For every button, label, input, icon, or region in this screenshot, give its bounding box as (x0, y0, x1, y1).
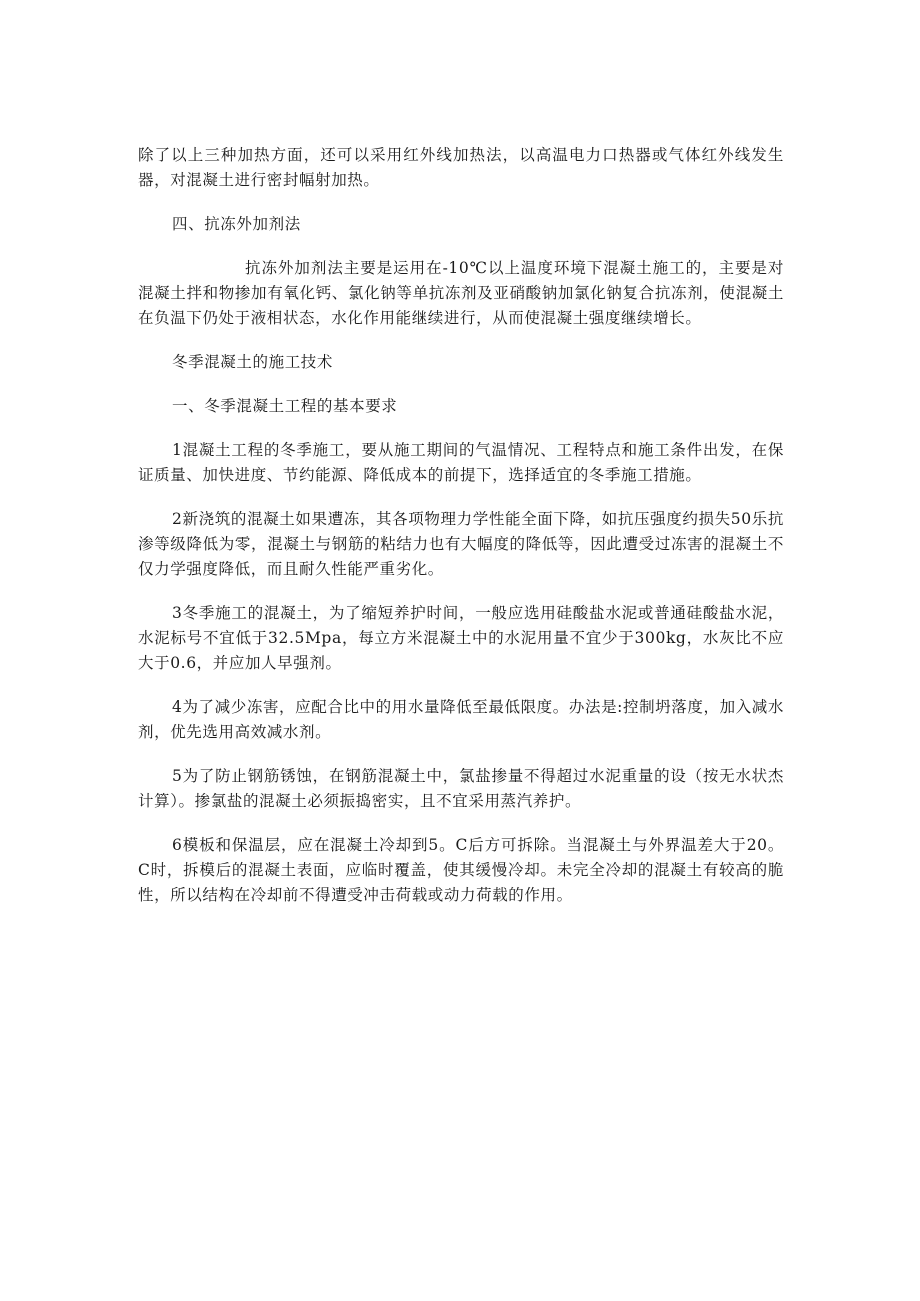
requirement-item-3: 3冬季施工的混凝土，为了缩短养护时间，一般应选用硅酸盐水泥或普通硅酸盐水泥，水泥标号不宜低于32.5Mpa，每立方米混凝土中的水泥用量不宜少于300kg，水灰比不应大于0.6，并应加人早强剂。 (138, 604, 784, 672)
requirement-item-2: 2新浇筑的混凝土如果遭冻，其各项物理力学性能全面下降，如抗压强度约损失50乐抗渗等级降低为零，混凝土与钢筋的粘结力也有大幅度的降低等，因此遭受过冻害的混凝土不仅力学强度降低，而且耐久性能严重劣化。 (138, 510, 784, 578)
heading-antifreeze: 四、抗冻外加剂法 (172, 215, 301, 233)
requirement-item-6: 6模板和保温层，应在混凝土冷却到5。C后方可拆除。当混凝土与外界温差大于20。C时，拆模后的混凝土表面，应临时覆盖，使其缓慢冷却。未完全冷却的混凝土有较高的脆性，所以结构在冷却前不得遭受冲击荷载或动力荷载的作用。 (138, 836, 784, 904)
heading-basic-requirements: 一、冬季混凝土工程的基本要求 (172, 397, 398, 415)
requirement-item-1: 1混凝土工程的冬季施工，要从施工期间的气温情况、工程特点和施工条件出发，在保证质量、加快进度、节约能源、降低成本的前提下，选择适宜的冬季施工措施。 (138, 441, 784, 484)
intro-paragraph: 除了以上三种加热方面，还可以采用红外线加热法，以高温电力口热器或气体红外线发生器，对混凝土进行密封幅射加热。 (138, 146, 784, 189)
requirement-item-5: 5为了防止钢筋锈蚀，在钢筋混凝土中，氯盐掺量不得超过水泥重量的设（按无水状杰计算）。掺氯盐的混凝土必须振捣密实，且不宜采用蒸汽养护。 (138, 767, 784, 810)
document-body (138, 143, 784, 927)
antifreeze-paragraph: 抗冻外加剂法主要是运用在-10℃以上温度环境下混凝土施工的，主要是对混凝土拌和物掺加有氧化钙、氯化钠等单抗冻剂及亚硝酸钠加氯化钠复合抗冻剂，使混凝土在负温下仍处于液相状态，水化作用能继续进行，从而使混凝土强度继续增长。 (138, 259, 784, 327)
requirement-item-4: 4为了减少冻害，应配合比中的用水量降低至最低限度。办法是:控制坍落度，加入减水剂，优先选用高效减水剂。 (138, 698, 784, 741)
section-title: 冬季混凝土的施工技术 (172, 353, 334, 371)
